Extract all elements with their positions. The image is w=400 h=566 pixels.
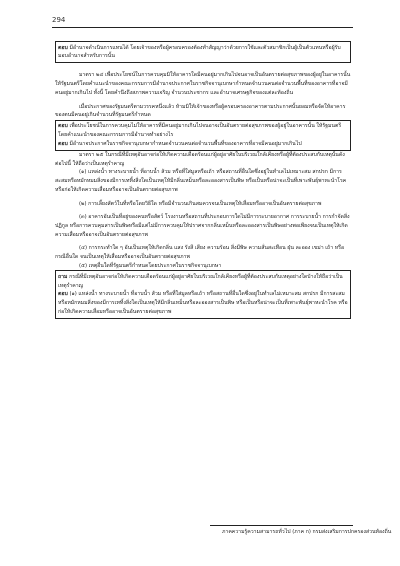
document-body [55, 41, 351, 319]
answer-label: ตอบ [58, 44, 68, 51]
answer-text: ตอบ มีอำนาจดำเนินการแทนได้ โดยเจ้าของหรือผู้ครอบครองต้องทำสัญญาว่าด้วยการใช้และตัวสมาชิกเป็นผู้เป็นตัวแทนหรือผู้รับมอบอำนาจสำหรับการนั้น [58, 44, 341, 60]
section-25-item-3: (๓) อาคารอันเป็นที่อยู่ของคนหรือสัตว์ โรงงานหรือสถานที่ประกอบการใดไม่มีการระบายอากาศ การระบายน้ำ การกำจัดสิ่งปฏิกูล หรือการควบคุมสารเป็นพิษหรือมีแต่ไม่มีการควบคุมให้ปราศจากกลิ่นเหม็นหรือละอองสารเป็นพิษอย่างพอเพียงจนเป็นเหตุให้เกิดความเสื่อมหรืออาจเป็นอันตรายต่อสุขภาพ [55, 214, 350, 238]
question-text: ตอบ เพื่อประโยชน์ในการควบคุมไม่ให้อาคารที่มีคนอยู่มากเกินไปจนอาจเป็นอันตรายต่อสุขภาพของผู้อยู่ในอาคารนั้น ให้รัฐมนตรีโดยคำแนะนำของคณะกรรมการมีอำนาจทำอย่างไร [58, 123, 342, 139]
page-number: 294 [52, 16, 66, 24]
answer-label: ตอบ [58, 291, 68, 298]
footer-divider [210, 525, 353, 526]
answer-text: ตอบ มีอำนาจประกาศในราชกิจจานุเบกษากำหนดจำนวนคนต่อจำนวนพื้นที่ของอาคารที่อาจมีคนอยู่มากเกินไป [58, 140, 302, 147]
answer-text: ตอบ (๑) แหล่งน้ำ ทางระบายน้ำ ที่อาบน้ำ ส้วม หรือที่ใส่มูลหรือเถ้า หรือสถานที่อื่นใดซึ่งอยู่ในทำเลไม่เหมาะสม สกปรก มีการสะสมหรือหมักหมมสิ่งของมีการเททิ้งสิ่งใดเป็นเหตุให้มีกลิ่นเหม็นหรือละอองสารเป็นพิษ หรือเป็นหรือน่าจะเป็นที่เพาะพันธุ์พาหะนำโรค หรือก่อให้เกิดความเสื่อมหรืออาจเป็นอันตรายต่อสุขภาพ [58, 291, 348, 315]
footer-text: ภาคความรู้ความสามารถทั่วไป (ภาค ก) กรมส่งเสริมการปกครองส่วนท้องถิ่น [222, 529, 392, 535]
question-label: ถาม [58, 273, 68, 280]
qa-box-section-25 [55, 270, 351, 319]
section-24-paragraph-1: มาตรา ๒๔ เพื่อประโยชน์ในการควบคุมมิให้อาคารใดมีคนอยู่มากเกินไปจนอาจเป็นอันตรายต่อสุขภาพของผู้อยู่ในอาคารนั้น ให้รัฐมนตรีโดยคำแนะนำของคณะกรรมการมีอำนาจประกาศในราชกิจจานุเบกษากำหนดจำนวนคนต่อจำนวนพื้นที่ของอาคารที่อาจมีคนอยู่มากเกินไป ทั้งนี้ โดยคำนึงถึงสภาพความเจริญ จำนวนประชากร และอำนาจเศรษฐกิจของแต่ละท้องถิ่น [55, 72, 351, 96]
question-text: ถาม กรณีที่มีเหตุอันอาจก่อให้เกิดความเดือดร้อนแก่ผู้อยู่อาศัยในบริเวณใกล้เคียงหรือผู้ที่ต้องประสบกับเหตุอย่างใดบ้างให้ถือว่าเป็นเหตุรำคาญ [58, 273, 343, 289]
section-25-item-5: (๕) เหตุอื่นใดที่รัฐมนตรีกำหนดโดยประกาศในราชกิจจานุเบกษา [79, 262, 222, 269]
question-label: ตอบ [58, 123, 68, 130]
section-25-item-1: (๑) แหล่งน้ำ ทางระบายน้ำ ที่อาบน้ำ ส้วม หรือที่ใส่มูลหรือเถ้า หรือสถานที่อื่นใดซึ่งอยู่ในทำเลไม่เหมาะสม สกปรก มีการสะสมหรือหมักหมมสิ่งของมีการเททิ้งสิ่งใดเป็นเหตุให้มีกลิ่นเหม็นหรือละอองสารเป็นพิษ หรือเป็นหรือน่าจะเป็นที่เพาะพันธุ์พาหะนำโรค หรือก่อให้เกิดความเสื่อมหรืออาจเป็นอันตรายต่อสุขภาพ [55, 169, 347, 193]
section-25-item-2: (๒) การเลี้ยงสัตว์ในที่หรือโดยวิธีใด หรือมีจำนวนเกินสมควรจนเป็นเหตุให้เสื่อมหรืออาจเป็นอันตรายต่อสุขภาพ [79, 200, 322, 207]
header-divider [52, 27, 353, 28]
section-25-intro: มาตรา ๒๕ ในกรณีที่มีเหตุอันอาจก่อให้เกิดความเดือดร้อนแก่ผู้อยู่อาศัยในบริเวณใกล้เคียงหรือผู้ที่ต้องประสบกับเหตุนั้นดังต่อไปนี้ ให้ถือว่าเป็นเหตุรำคาญ [55, 152, 345, 167]
section-24-paragraph-2: เมื่อประกาศของรัฐมนตรีตามวรรคหนึ่งแล้ว ห้ามมิให้เจ้าของหรือผู้ครอบครองอาคารตามประกาศนั้นยอมหรือจัดให้อาคารของตนมีคนอยู่เกินจำนวนที่รัฐมนตรีกำหนด [55, 103, 346, 119]
section-25-item-4: (๔) การกระทำใด ๆ อันเป็นเหตุให้เกิดกลิ่น แสง รังสี เสียง ความร้อน สิ่งมีพิษ ความสั่นสะเทือน ฝุ่น ละออง เขม่า เถ้า หรือกรณีอื่นใด จนเป็นเหตุให้เสื่อมหรืออาจเป็นอันตรายต่อสุขภาพ [55, 245, 345, 261]
answer-label: ตอบ [58, 140, 68, 147]
answer-box [55, 41, 351, 63]
qa-box-section-24 [55, 120, 351, 151]
